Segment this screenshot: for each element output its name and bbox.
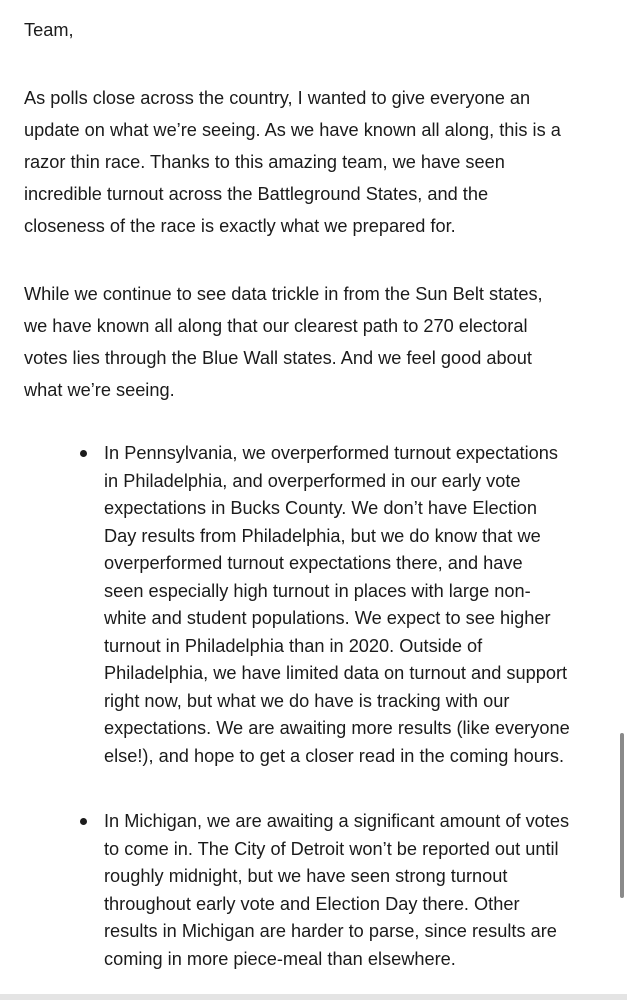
bullet-line: in Philadelphia, and overperformed in our early vote	[104, 470, 521, 491]
bullet-line: seen especially high turnout in places with large non-	[104, 580, 531, 601]
paragraph-line: razor thin race. Thanks to this amazing team, we have seen	[24, 152, 505, 172]
bottom-edge-bar	[0, 994, 627, 1000]
paragraph-line: we have known all along that our clearest path to 270 electoral	[24, 316, 528, 336]
paragraph-line: votes lies through the Blue Wall states. And we feel good about	[24, 348, 532, 368]
bullet-line: turnout in Philadelphia than in 2020. Outside of	[104, 635, 483, 656]
bullet-line: In Michigan, we are awaiting a significant amount of votes	[104, 811, 570, 831]
paragraph-line: closeness of the race is exactly what we prepared for.	[24, 216, 456, 236]
bullet-line: Day results from Philadelphia, but we do know that we	[104, 525, 541, 546]
bullet-line: coming in more piece-meal than elsewhere.	[104, 948, 456, 969]
bullet-icon	[80, 818, 87, 825]
vertical-scrollbar[interactable]	[620, 733, 624, 898]
paragraph-line: While we continue to see data trickle in from the Sun Belt states,	[24, 284, 543, 304]
bullet-line: Philadelphia, we have limited data on turnout and support	[104, 663, 568, 683]
bullet-line: roughly midnight, but we have seen strong turnout	[104, 866, 508, 886]
bullet-line: right now, but what we do have is tracking with our	[104, 690, 510, 711]
bullet-line: expectations. We are awaiting more results (like everyone	[104, 718, 570, 738]
paragraph-line: update on what we’re seeing. As we have known all along, this is a	[24, 120, 561, 140]
paragraph-line: As polls close across the country, I wanted to give everyone an	[24, 88, 531, 108]
bullet-line: In Pennsylvania, we overperformed turnout expectations	[104, 443, 558, 463]
bullet-line: throughout early vote and Election Day there. Other	[104, 893, 520, 914]
paragraph-line: what we’re seeing.	[24, 380, 175, 400]
salutation: Team,	[24, 20, 74, 40]
bullet-line: white and student populations. We expect to see higher	[104, 608, 551, 628]
bullet-icon	[80, 450, 87, 457]
paragraph-line: incredible turnout across the Battleground States, and the	[24, 184, 489, 204]
bullet-line: results in Michigan are harder to parse, since results are	[104, 921, 557, 941]
bullet-line: expectations in Bucks County. We don’t have Election	[104, 498, 538, 518]
bullet-line: to come in. The City of Detroit won’t be reported out until	[104, 838, 559, 859]
bullet-line: overperformed turnout expectations there, and have	[104, 553, 523, 573]
bullet-line: else!), and hope to get a closer read in the coming hours.	[104, 745, 565, 766]
